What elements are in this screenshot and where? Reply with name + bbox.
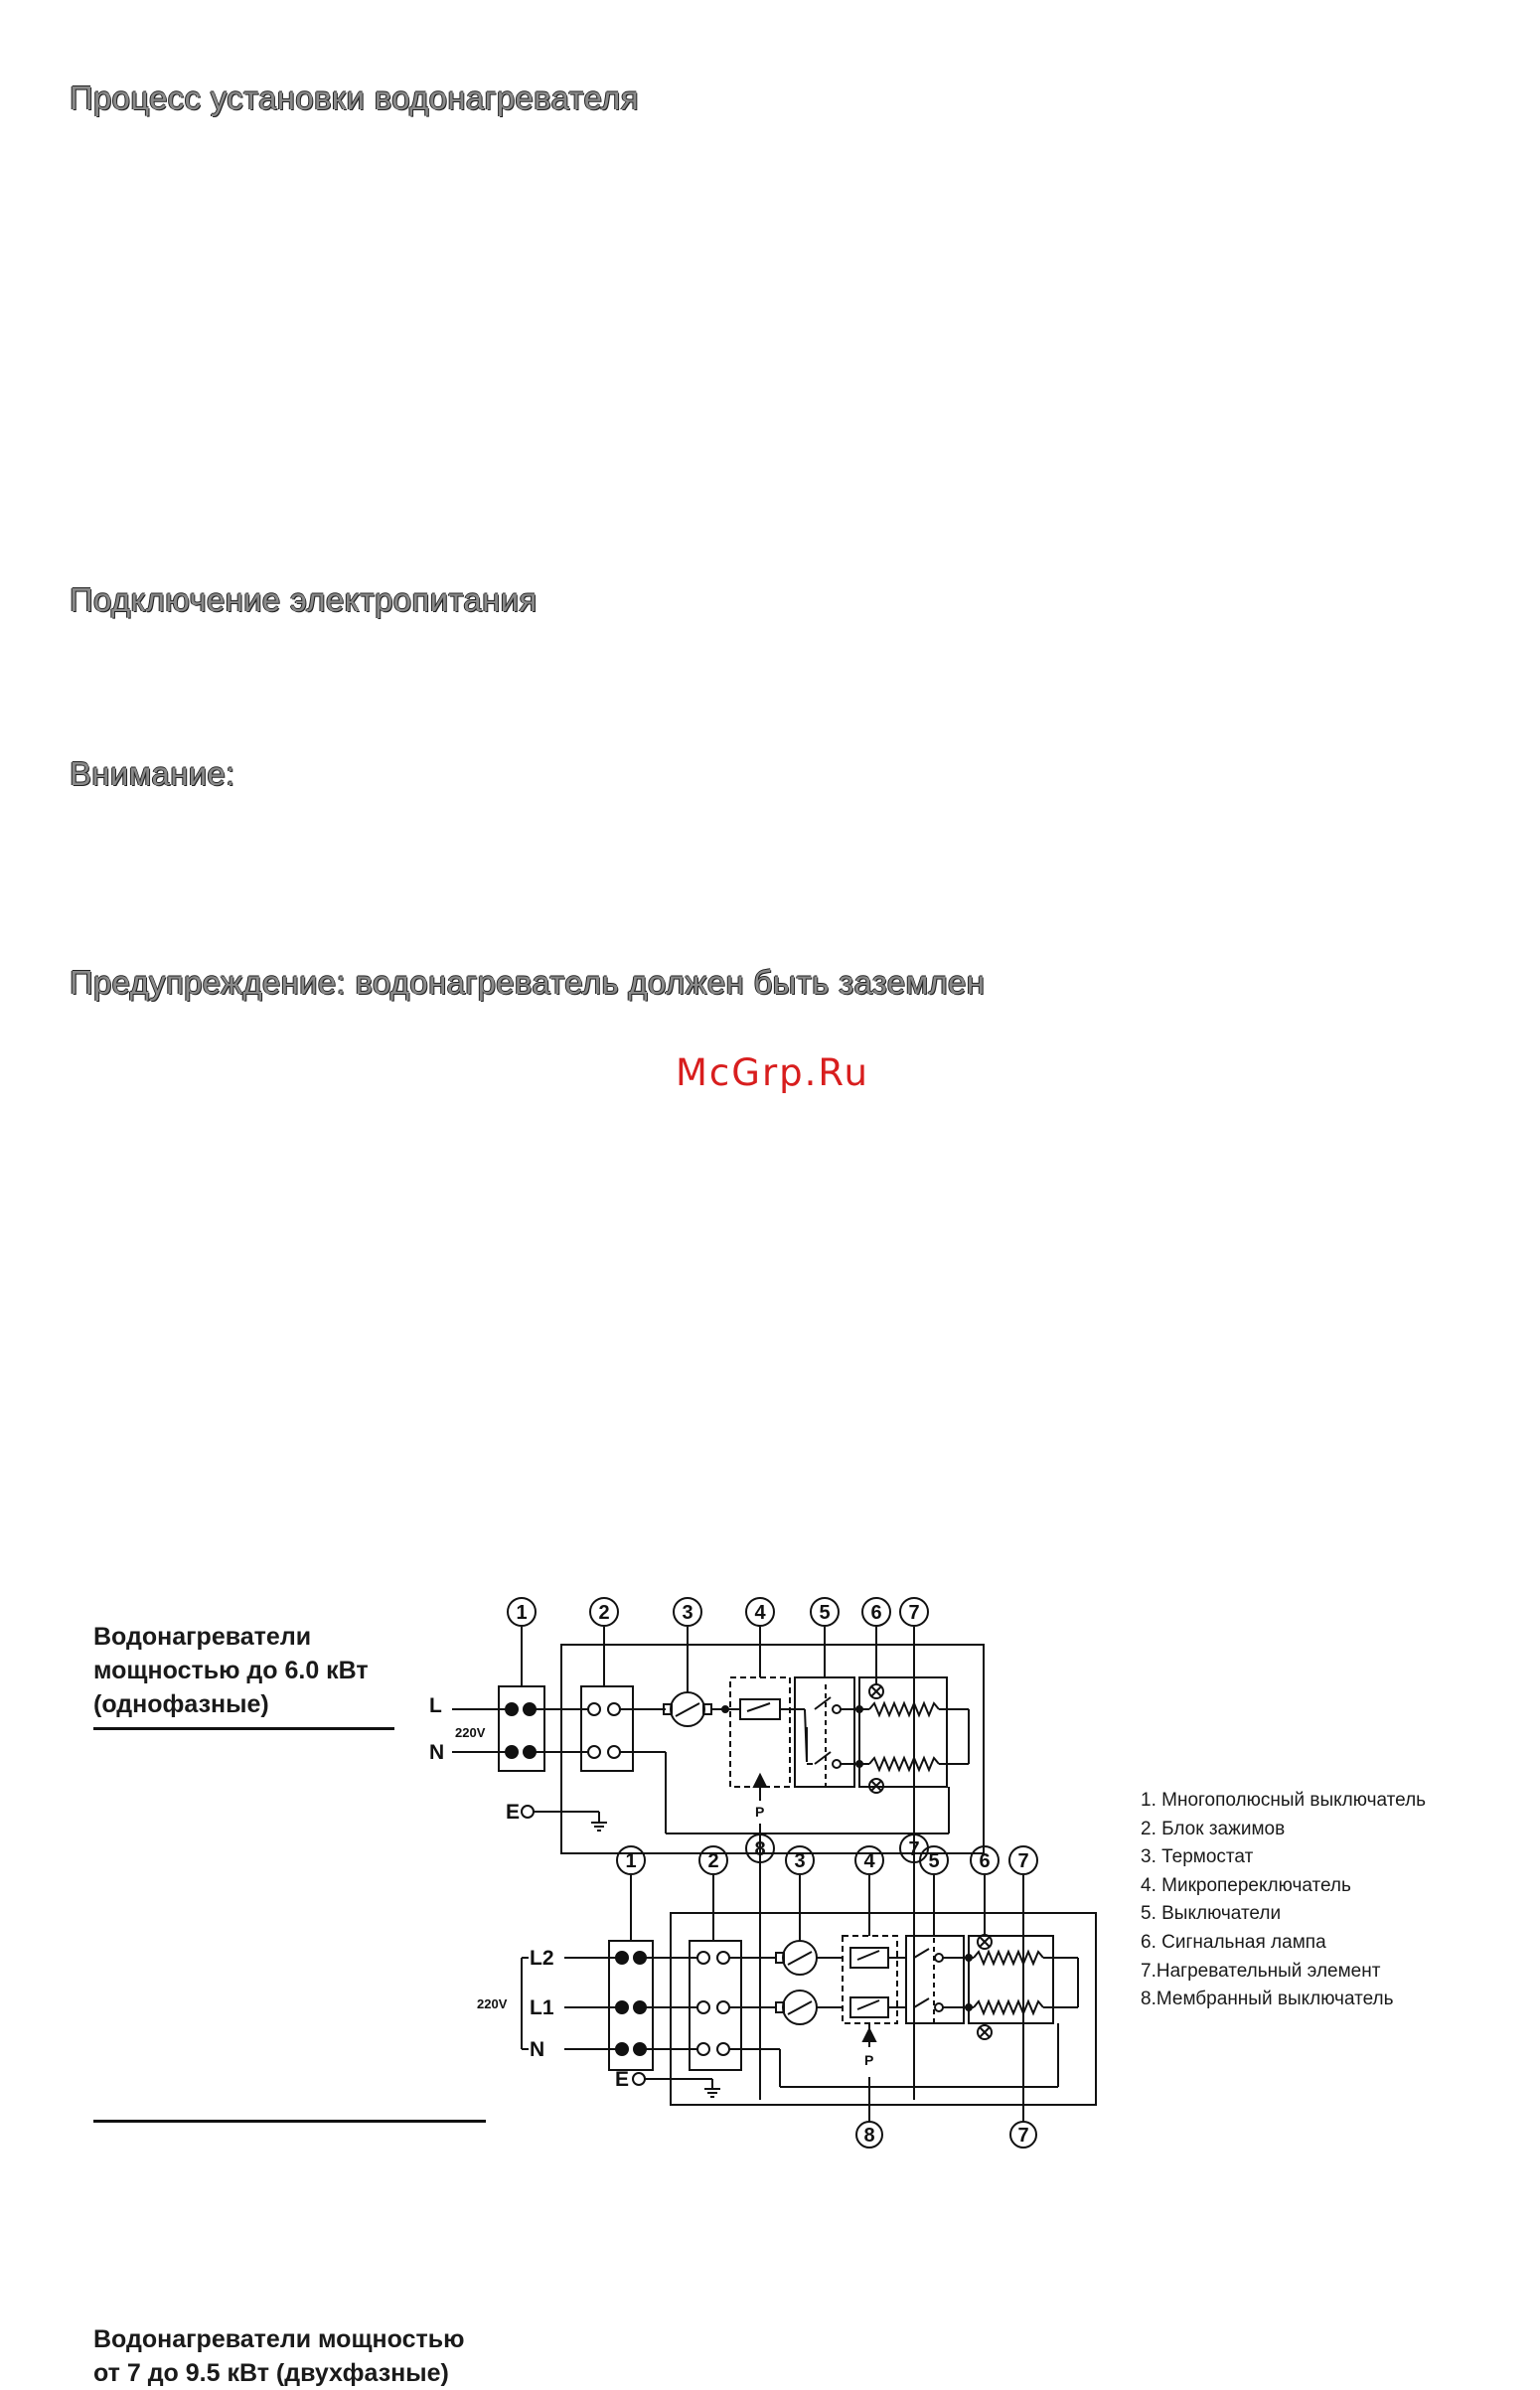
installation-heading: Процесс установки водонагревателя (70, 80, 639, 116)
legend-item: 8.Мембранный выключатель (1141, 1989, 1394, 2010)
diagram1-housing (561, 1645, 984, 1853)
d2-label-P: P (864, 2052, 874, 2068)
legend-item: 1. Многополюсный выключатель (1141, 1790, 1427, 1811)
d2-heating-element (974, 2001, 1043, 2013)
d2-label-N: N (530, 2038, 545, 2061)
legend-item: 7.Нагревательный элемент (1141, 1960, 1381, 1982)
d1-label-N: N (429, 1741, 445, 1764)
grounding-warning-heading: Предупреждение: водонагреватель должен быть заземлен (70, 964, 986, 1001)
d2-voltage: 220V (477, 1996, 508, 2011)
legend-item: 2. Блок зажимов (1141, 1818, 1286, 1839)
d1-marker-label: 3 (682, 1602, 693, 1624)
legend-item: 5. Выключатели (1141, 1903, 1282, 1925)
d2-marker-label: 7 (1017, 1850, 1029, 1872)
d1-voltage: 220V (455, 1725, 486, 1740)
d1-heating-element (869, 1758, 939, 1770)
diagram1-title-line2: мощностью до 6.0 кВт (93, 1657, 369, 1684)
d1-marker-label: 5 (819, 1602, 831, 1624)
d2-label-E: E (615, 2068, 630, 2091)
d1-marker-label: 7 (908, 1602, 920, 1624)
attention-heading: Внимание: (70, 755, 235, 792)
d2-marker-label: 8 (863, 2125, 875, 2147)
diagram2-title-line1: Водонагреватели мощностью (93, 2325, 465, 2353)
legend-item: 4. Микропереключатель (1141, 1874, 1351, 1896)
d2-marker-label: 5 (928, 1850, 940, 1872)
d2-marker-label: 7 (1017, 2125, 1029, 2147)
d2-marker-label: 2 (707, 1850, 719, 1872)
d1-marker-label: 4 (754, 1602, 766, 1624)
d2-marker-label: 1 (625, 1850, 637, 1872)
power-connection-heading: Подключение электропитания (70, 581, 538, 618)
d1-label-P: P (755, 1804, 765, 1820)
d1-marker-label: 7 (908, 1838, 920, 1860)
d1-marker-label: 6 (870, 1602, 882, 1624)
diagram1-title-line1: Водонагреватели (93, 1623, 312, 1651)
diagram2-title-line2: от 7 до 9.5 кВт (двухфазные) (93, 2359, 449, 2387)
legend-item: 3. Термостат (1141, 1846, 1254, 1868)
legend-item: 6. Сигнальная лампа (1141, 1931, 1326, 1953)
diagram1-schematic (452, 1598, 984, 2100)
d2-heating-element (974, 1952, 1043, 1964)
d1-micro-switch (730, 1677, 790, 1787)
watermark: McGrp.Ru (676, 1051, 869, 1094)
d1-terminal-block (581, 1686, 633, 1771)
diagram2-title (93, 2322, 464, 2390)
d2-label-L1: L1 (530, 1996, 554, 2019)
d2-marker-label: 4 (863, 1850, 875, 1872)
d2-marker-label: 6 (979, 1850, 991, 1872)
d1-label-E: E (506, 1801, 521, 1824)
d1-marker-label: 2 (598, 1602, 610, 1624)
d1-multipole-switch (499, 1686, 544, 1771)
diagram1-title-line3: (однофазные) (93, 1690, 269, 1718)
d1-heating-element (869, 1703, 939, 1715)
d1-marker-label: 1 (516, 1602, 528, 1624)
d2-label-L2: L2 (530, 1947, 554, 1970)
d1-label-L: L (429, 1694, 442, 1717)
diagram2-schematic (522, 1846, 1096, 2148)
d1-marker-label: 8 (754, 1838, 766, 1860)
d2-marker-label: 3 (794, 1850, 806, 1872)
